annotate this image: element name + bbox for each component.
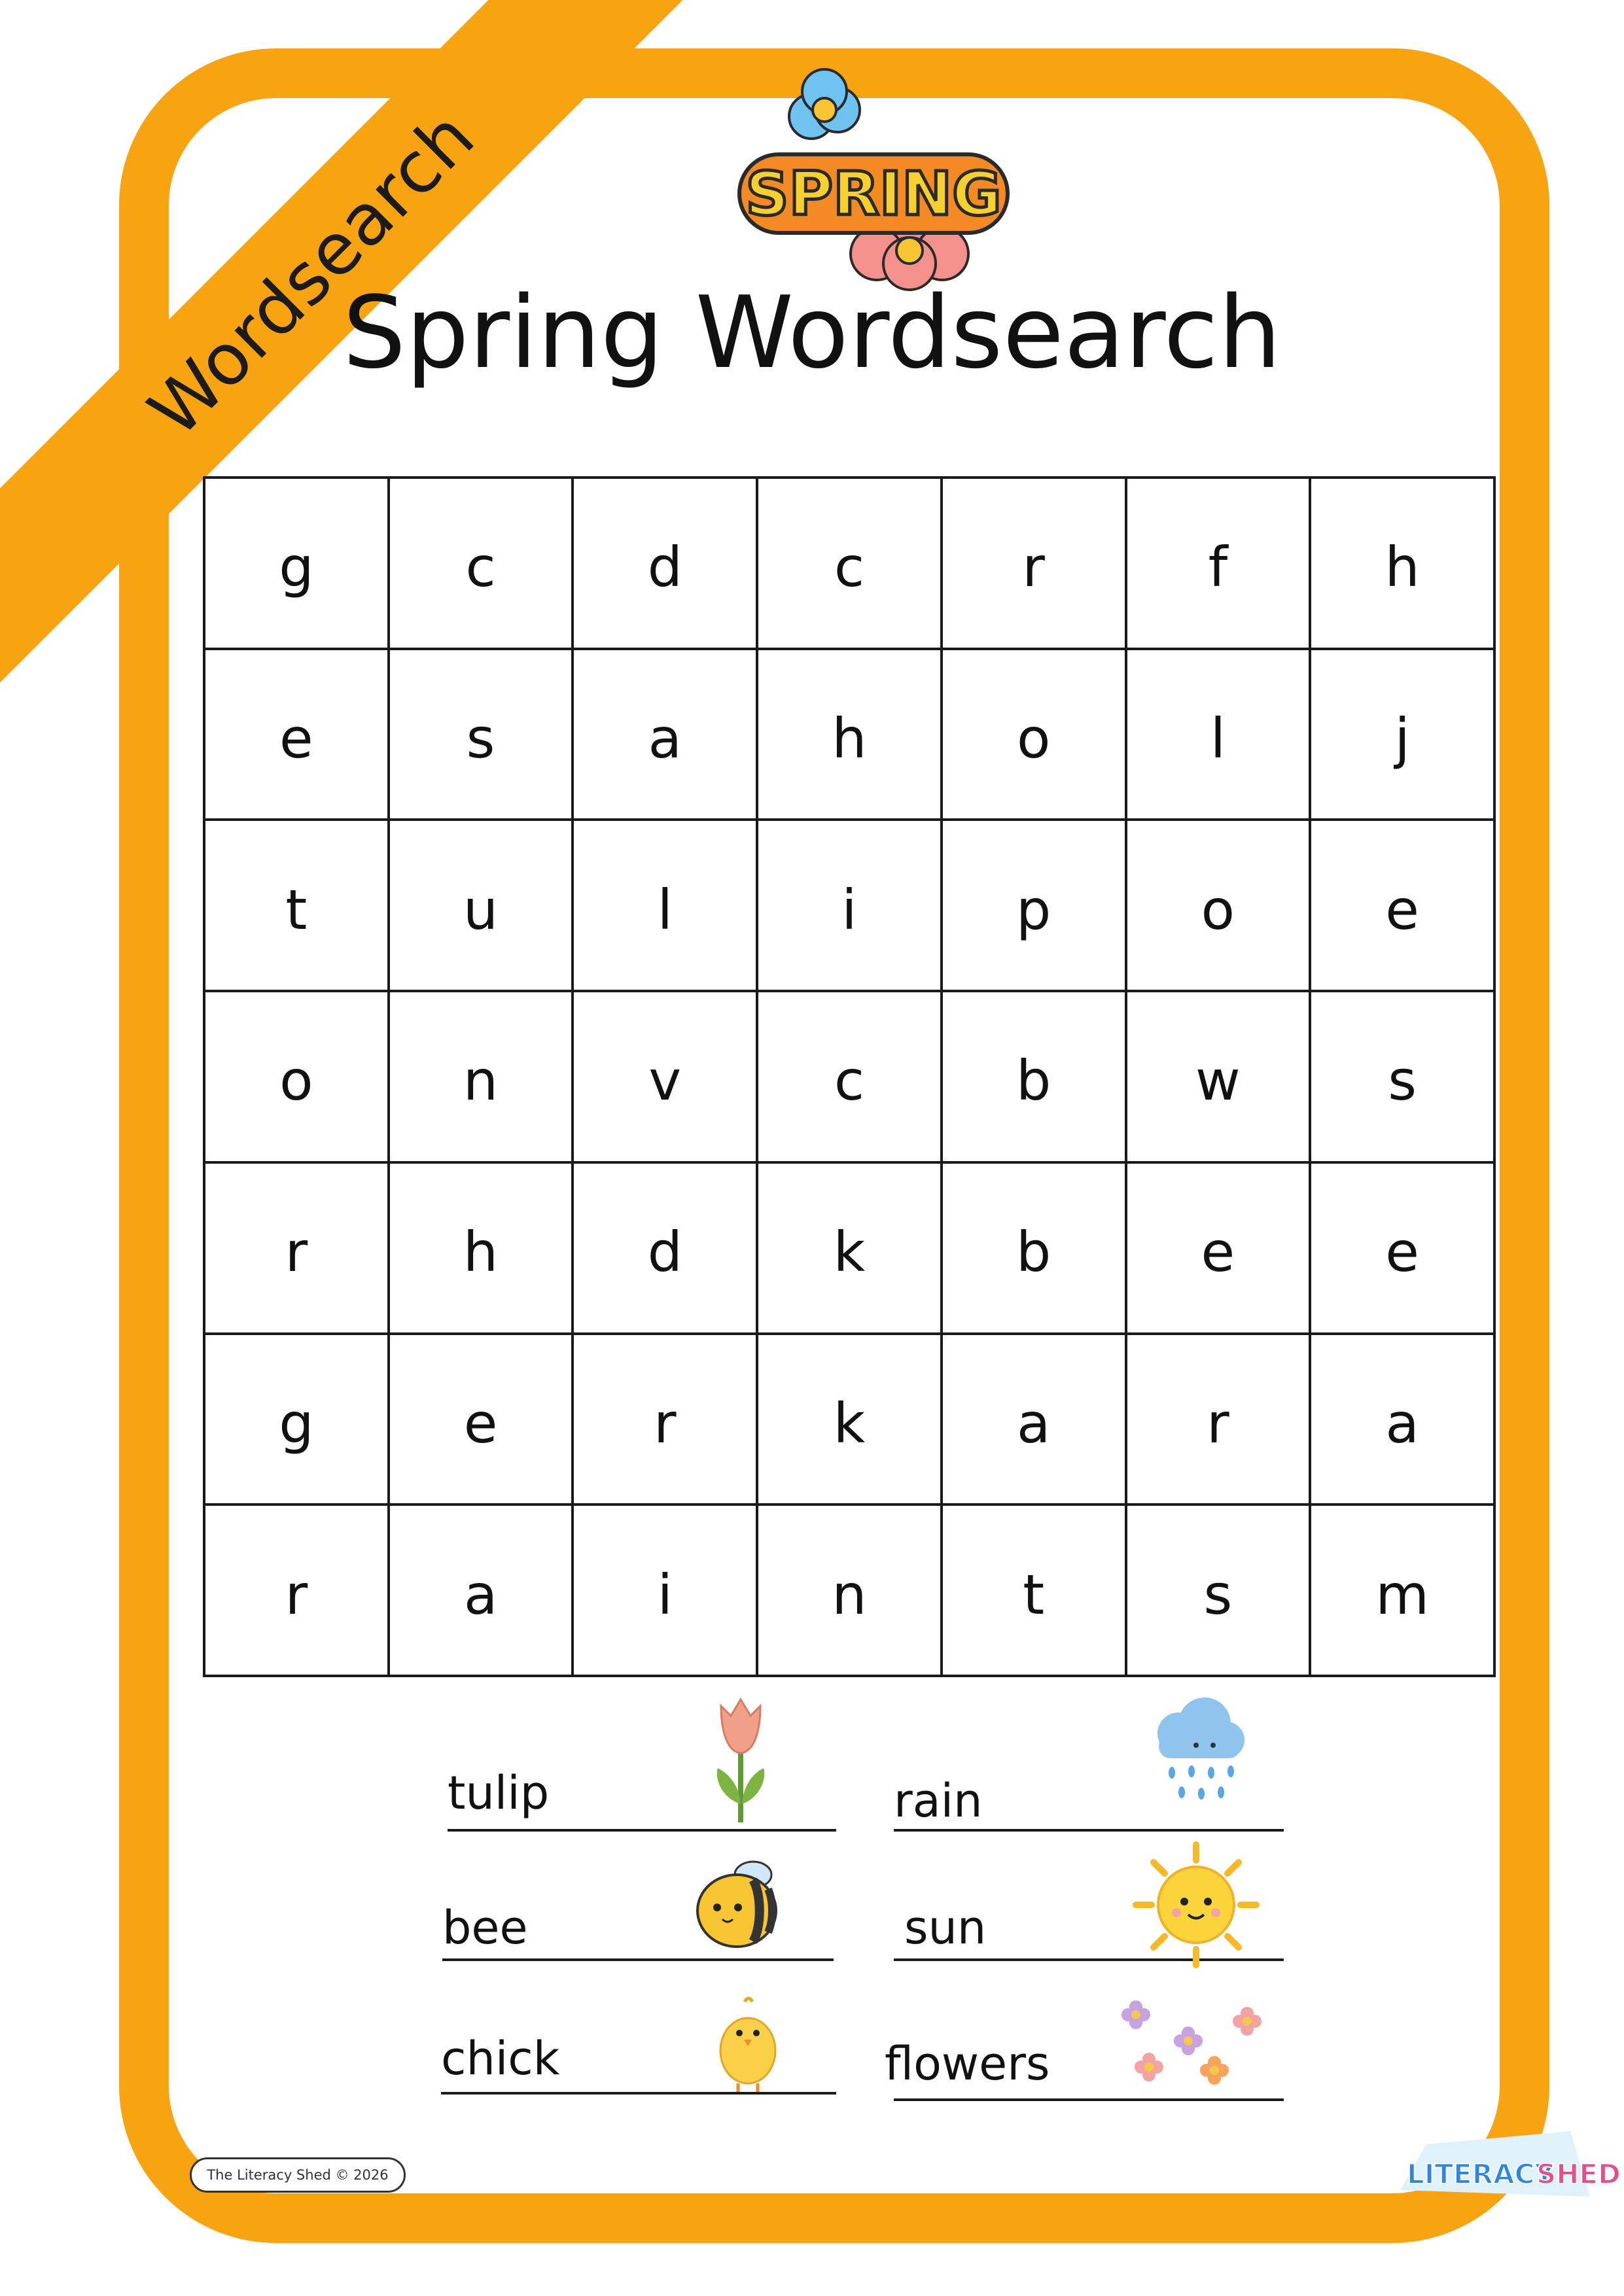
grid-cell[interactable]: b: [942, 1162, 1126, 1334]
grid-row: [204, 478, 1494, 649]
grid-cell[interactable]: g: [204, 478, 389, 649]
grid-cell[interactable]: a: [573, 649, 757, 820]
grid-cell[interactable]: e: [1310, 1162, 1494, 1334]
grid-row: [204, 649, 1494, 820]
word-label-flowers: flowers: [885, 2037, 1050, 2091]
grid-cell[interactable]: c: [757, 478, 942, 649]
word-label-rain: rain: [894, 1774, 983, 1828]
grid-cell[interactable]: p: [942, 820, 1126, 991]
grid-row: [204, 820, 1494, 991]
word-label-sun: sun: [904, 1901, 987, 1955]
grid-cell[interactable]: a: [389, 1505, 573, 1676]
bee-icon: [691, 1855, 796, 1953]
logo-text: SPRING: [745, 159, 1002, 229]
word-label-bee: bee: [442, 1901, 528, 1955]
answer-line-flowers: [894, 2098, 1284, 2101]
grid-cell[interactable]: w: [1126, 991, 1311, 1162]
grid-cell[interactable]: n: [389, 991, 573, 1162]
grid-cell[interactable]: l: [1126, 649, 1311, 820]
grid-cell[interactable]: e: [1310, 820, 1494, 991]
word-label-tulip: tulip: [448, 1766, 550, 1820]
grid-cell[interactable]: h: [1310, 478, 1494, 649]
grid-cell[interactable]: v: [573, 991, 757, 1162]
grid-cell[interactable]: r: [204, 1505, 389, 1676]
grid-cell[interactable]: k: [757, 1334, 942, 1505]
page-title: Spring Wordsearch: [342, 275, 1282, 391]
grid-cell[interactable]: h: [389, 1162, 573, 1334]
copyright-badge: The Literacy Shed © 2026: [190, 2157, 406, 2193]
grid-cell[interactable]: r: [1126, 1334, 1311, 1505]
grid-cell[interactable]: b: [942, 991, 1126, 1162]
grid-cell[interactable]: s: [389, 649, 573, 820]
grid-cell[interactable]: o: [204, 991, 389, 1162]
logo-flower-blue: [789, 69, 860, 139]
grid-cell[interactable]: d: [573, 1162, 757, 1334]
ribbon-label: Wordsearch: [133, 95, 491, 453]
grid-cell[interactable]: g: [204, 1334, 389, 1505]
rain-cloud-icon: [1142, 1694, 1247, 1805]
grid-row: [204, 1334, 1494, 1505]
grid-cell[interactable]: r: [204, 1162, 389, 1334]
svg-text:LITERACY: LITERACY: [1407, 2158, 1555, 2190]
grid-cell[interactable]: t: [942, 1505, 1126, 1676]
grid-cell[interactable]: r: [573, 1334, 757, 1505]
grid-cell[interactable]: a: [942, 1334, 1126, 1505]
grid-row: [204, 991, 1494, 1162]
grid-cell[interactable]: a: [1310, 1334, 1494, 1505]
grid-cell[interactable]: e: [204, 649, 389, 820]
grid-cell[interactable]: c: [757, 991, 942, 1162]
grid-row: [204, 1505, 1494, 1676]
grid-row: [204, 1162, 1494, 1334]
spring-logo: [713, 77, 1027, 287]
grid-cell[interactable]: s: [1310, 991, 1494, 1162]
grid-cell[interactable]: e: [1126, 1162, 1311, 1334]
grid-cell[interactable]: c: [389, 478, 573, 649]
grid-cell[interactable]: e: [389, 1334, 573, 1505]
grid-cell[interactable]: n: [757, 1505, 942, 1676]
grid-cell[interactable]: d: [573, 478, 757, 649]
answer-line-bee: [442, 1958, 834, 1961]
grid-cell[interactable]: m: [1310, 1505, 1494, 1676]
grid-cell[interactable]: o: [942, 649, 1126, 820]
grid-cell[interactable]: r: [942, 478, 1126, 649]
grid-cell[interactable]: s: [1126, 1505, 1311, 1676]
tulip-icon: [708, 1693, 773, 1824]
grid-cell[interactable]: o: [1126, 820, 1311, 991]
grid-cell[interactable]: h: [757, 649, 942, 820]
sun-icon: [1131, 1839, 1262, 1970]
grid-cell[interactable]: t: [204, 820, 389, 991]
grid-cell[interactable]: f: [1126, 478, 1311, 649]
answer-line-rain: [894, 1829, 1284, 1832]
grid-cell[interactable]: k: [757, 1162, 942, 1334]
grid-cell[interactable]: i: [757, 820, 942, 991]
grid-cell[interactable]: l: [573, 820, 757, 991]
grid-cell[interactable]: j: [1310, 649, 1494, 820]
grid-cell[interactable]: i: [573, 1505, 757, 1676]
grid-cell[interactable]: u: [389, 820, 573, 991]
wordsearch-grid: [203, 476, 1496, 1677]
svg-text:SHED: SHED: [1536, 2158, 1621, 2190]
chick-icon: [712, 1995, 784, 2093]
word-label-chick: chick: [441, 2032, 560, 2085]
literacy-shed-logo: [1387, 2118, 1621, 2216]
flowers-icon: [1116, 1989, 1273, 2093]
answer-line-tulip: [448, 1829, 836, 1832]
